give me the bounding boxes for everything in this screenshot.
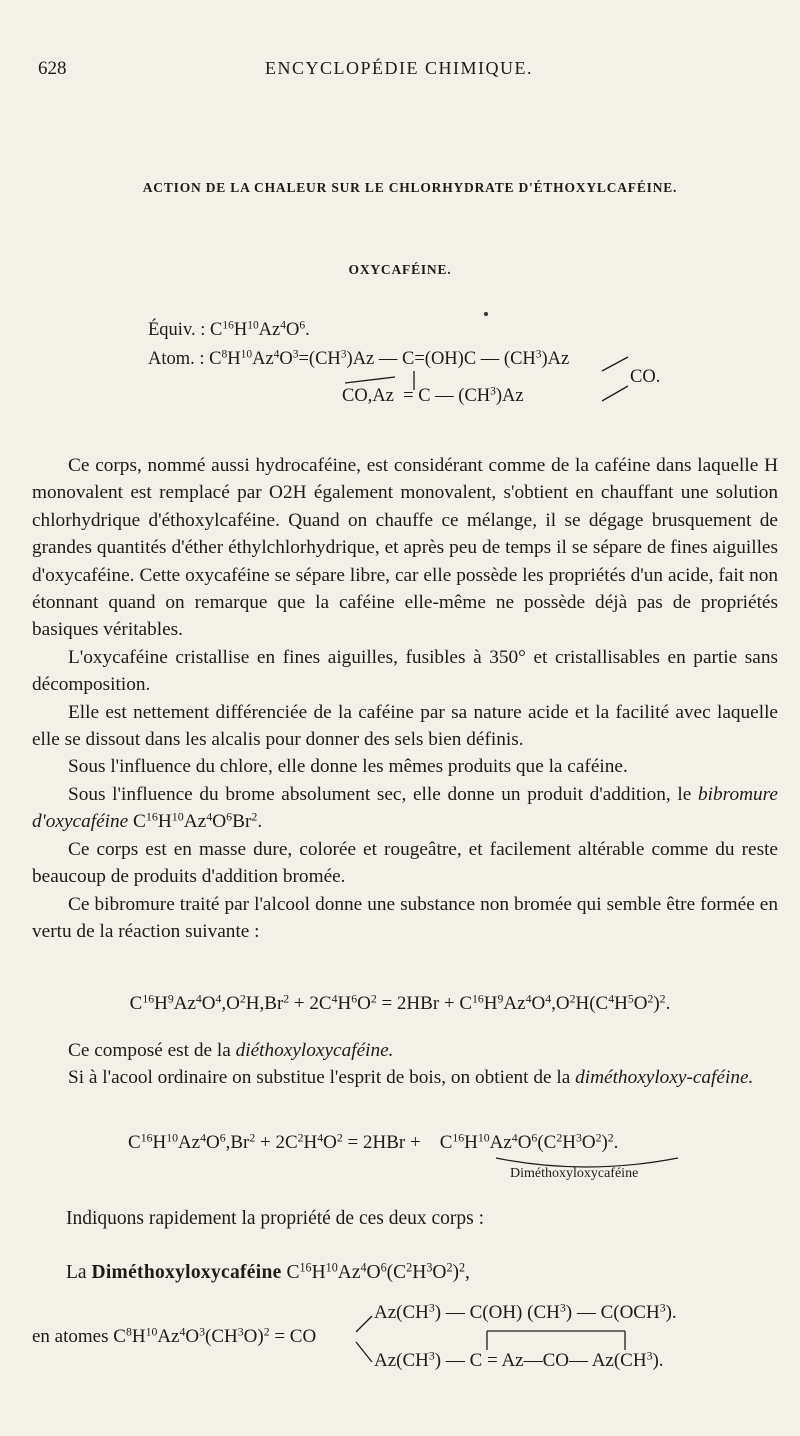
body-text-block (32, 452, 778, 945)
term-bibromure: bibromure d'oxycaféine (32, 783, 778, 833)
equiv-value: $C^{16}H^{10}Az^4O^6$. (210, 319, 310, 340)
atoms-formula-bottom: $Az(CH^3)$ — C = Az—CO— $Az(CH^3)$. (374, 1349, 664, 1371)
paragraph-8: Ce composé est de la diéthoxyloxycaféine. (68, 1040, 394, 1061)
equation-1: $C^{16}H^9Az^4O^4,O^2H,Br^2 + 2C^4H^6O^2 = 2HBr + C^{16}H^9Az^4O^4,O^2H(C^4H^5O^2)^2$. (129, 992, 671, 1014)
equation-2: $C^{16}H^{10}Az^4O^6,Br^2 + 2C^2H^4O^2 = 2HBr$ + $C^{16}H^{10}Az^4O^6(C^2H^3O^2)^2$. (128, 1131, 619, 1153)
paragraph-7: Ce bibromure traité par l'alcool donne une substance non bromée qui semble être formée en vertu de la réaction suivante : (32, 893, 778, 942)
section-title: ACTION DE LA CHALEUR SUR LE CHLORHYDRATE D'ÉTHOXYLCAFÉINE. (142, 180, 678, 195)
paragraph-1: Ce corps, nommé aussi hydrocaféine, est considérant comme de la caféine dans laquelle H monovalent est remplacé par O2H également monovalent, s'obtient en chauffant une solution chlorhydrique d'éthoxylcaféine. Quand on chauffe ce mélange, il se dégage brusquement de grandes quantités d'éther éthylchlorhydrique, et après peu de temps il se sépare de fines aiguilles d'oxycaféine. Cette oxycaféine se sépare libre, car elle possède les propriétés d'un acide, fait non étonnant quand on remarque que la caféine elle-même ne possède déjà pas de propriétés basiques véritables. (32, 455, 778, 641)
atom-formula-line2: CO,Az = C — $(CH^3)Az$ (342, 385, 524, 406)
running-title: ENCYCLOPÉDIE CHIMIQUE. (265, 58, 533, 78)
body-text-block-2 (32, 1037, 778, 1092)
compound-title: OXYCAFÉINE. (348, 262, 452, 277)
atoms-formula-label: en atomes $C^8H^{10}Az^4O^3(CH^3O)^2$ = CO (32, 1325, 317, 1347)
paragraph-2: L'oxycaféine cristallise en fines aiguilles, fusibles à 350° et cristallisables en partie sans décomposition. (32, 646, 778, 696)
term-diethoxyloxycafeine: diéthoxyloxycaféine. (235, 1040, 394, 1061)
paragraph-10: Indiquons rapidement la propriété de ces deux corps : (66, 1208, 485, 1229)
equation-2-label: Diméthoxyloxycaféine (510, 1166, 639, 1181)
paragraph-9: Si à l'acool ordinaire on substitue l'esprit de bois, on obtient de la diméthoxyloxy-caféine. (68, 1067, 754, 1089)
atom-formula-line1: Atom. : $C^8H^{10}Az^4O^3=(CH^3)Az$ — C=(OH)C — $(CH^3)Az$ (148, 348, 570, 369)
paragraph-3: Elle est nettement différenciée de la caféine par sa nature acide et la facilité avec laquelle elle se dissout dans les alcalis pour donner des sels bien définis. (32, 701, 778, 751)
term-dimethoxyloxycafeine-bold: Diméthoxyloxycaféine (91, 1262, 282, 1283)
ink-dot (484, 312, 488, 316)
atoms-formula-top: $Az(CH^3)$ — C(OH) $(CH^3)$ — C(OCH$^3$). (374, 1301, 677, 1323)
equiv-formula: Équiv. : $C^{16}H^{10}Az^4O^6$. (148, 319, 310, 340)
paragraph-4: Sous l'influence du chlore, elle donne les mêmes produits que la caféine. (68, 756, 628, 778)
page-header (38, 58, 760, 84)
page-number: 628 (38, 58, 67, 79)
paragraph-11: La Diméthoxyloxycaféine $C^{16}H^{10}Az^4O^6(C^2H^3O^2)^2$, (66, 1260, 470, 1283)
paragraph-5: Sous l'influence du brome absolument sec, elle donne un produit d'addition, le bibromure d'oxycaféine $C^{16}H^{10}Az^4O^6Br^2$. (32, 783, 778, 833)
atom-formula-co: CO. (630, 367, 661, 387)
term-dimethoxyloxycafeine: diméthoxyloxy-caféine. (575, 1067, 754, 1089)
paragraph-6: Ce corps est en masse dure, colorée et rougeâtre, et facilement altérable comme du reste beaucoup de produits d'addition bromée. (32, 838, 778, 888)
